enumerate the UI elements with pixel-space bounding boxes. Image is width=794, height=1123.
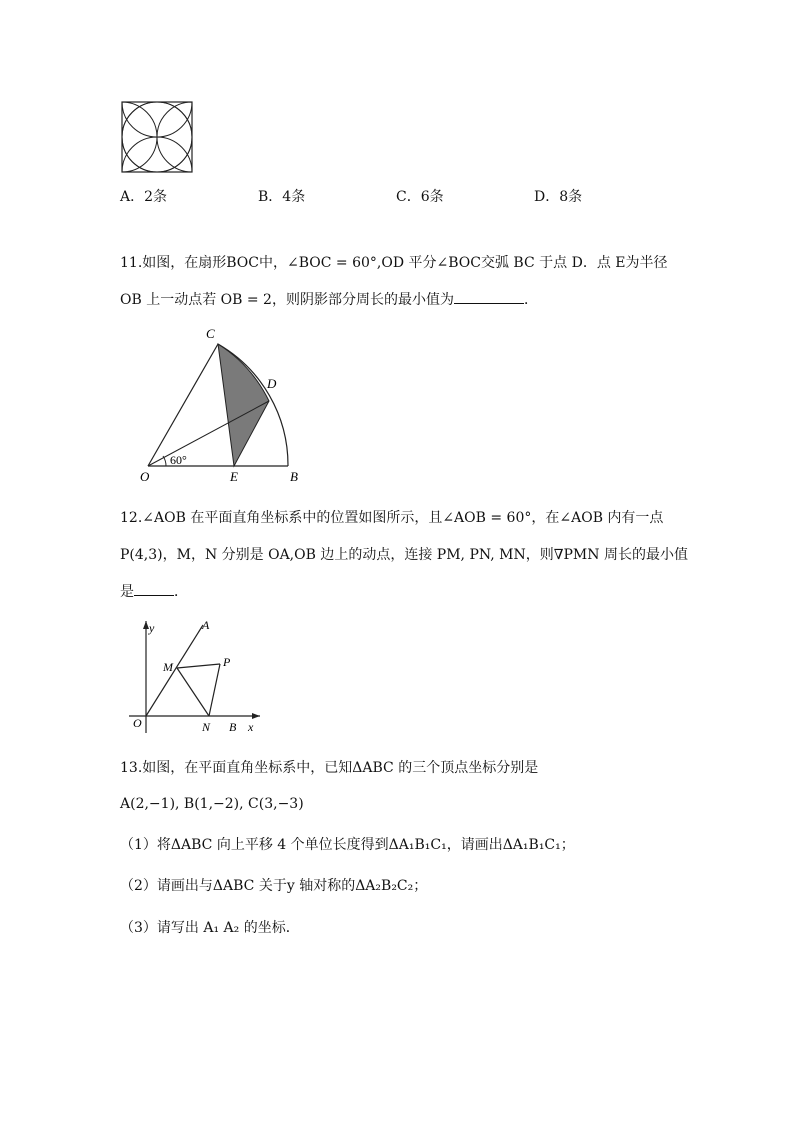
q13-part1: （1）将ΔABC 向上平移 4 个单位长度得到ΔA₁B₁C₁，请画出ΔA₁B₁C₁；	[120, 837, 575, 853]
q12-line3-text: 是	[120, 584, 134, 600]
option-a: A．2条	[120, 189, 168, 205]
option-b: B．4条	[258, 189, 306, 205]
q13-part3: （3）请写出 A₁ A₂ 的坐标．	[120, 920, 300, 936]
q11-line2-end: ．	[523, 292, 538, 308]
label-a: A	[202, 618, 210, 632]
label-b: B	[290, 469, 298, 484]
label-m: M	[163, 660, 173, 674]
q13-part2: （2）请画出与ΔABC 关于y 轴对称的ΔA₂B₂C₂；	[120, 878, 428, 894]
option-c: C．6条	[396, 189, 444, 205]
q12-line1: 12.∠AOB 在平面直角坐标系中的位置如图所示，且∠AOB = 60°，在∠AOB 内有一点	[120, 510, 664, 526]
label-angle: 60°	[170, 453, 187, 467]
label-o2: O	[133, 716, 142, 730]
label-c: C	[206, 326, 215, 341]
petal-square-figure	[120, 100, 194, 174]
label-y: y	[149, 621, 155, 635]
q12-line2: P(4,3)，M，N 分别是 OA,OB 边上的动点，连接 PM, PN, MN，则∇PMN 周长的最小值	[120, 547, 688, 563]
q12-line3-end: ．	[174, 584, 188, 600]
label-e: E	[230, 469, 238, 484]
label-n: N	[202, 720, 211, 734]
q12-line3	[120, 581, 188, 602]
q13-line2: A(2,−1), B(1,−2), C(3,−3)	[120, 796, 304, 812]
sector-figure	[136, 326, 306, 488]
option-d: D．8条	[534, 189, 583, 205]
label-x: x	[248, 720, 254, 734]
label-d: D	[267, 376, 277, 391]
q11-line2-text: OB 上一动点若 OB = 2，则阴影部分周长的最小值为	[120, 292, 454, 308]
q12-answer-blank[interactable]	[134, 581, 174, 596]
label-p: P	[223, 655, 231, 669]
coordinate-figure	[124, 615, 266, 739]
label-b2: B	[229, 720, 237, 734]
label-o: O	[140, 469, 150, 484]
q11-answer-blank[interactable]	[454, 289, 524, 304]
q13-line1: 13.如图，在平面直角坐标系中，已知ΔABC 的三个顶点坐标分别是	[120, 760, 539, 776]
q11-line2	[120, 289, 538, 310]
q11-line1: 11.如图，在扇形BOC中，∠BOC = 60°,OD 平分∠BOC交弧 BC 于点 D．点 E为半径	[120, 255, 668, 271]
